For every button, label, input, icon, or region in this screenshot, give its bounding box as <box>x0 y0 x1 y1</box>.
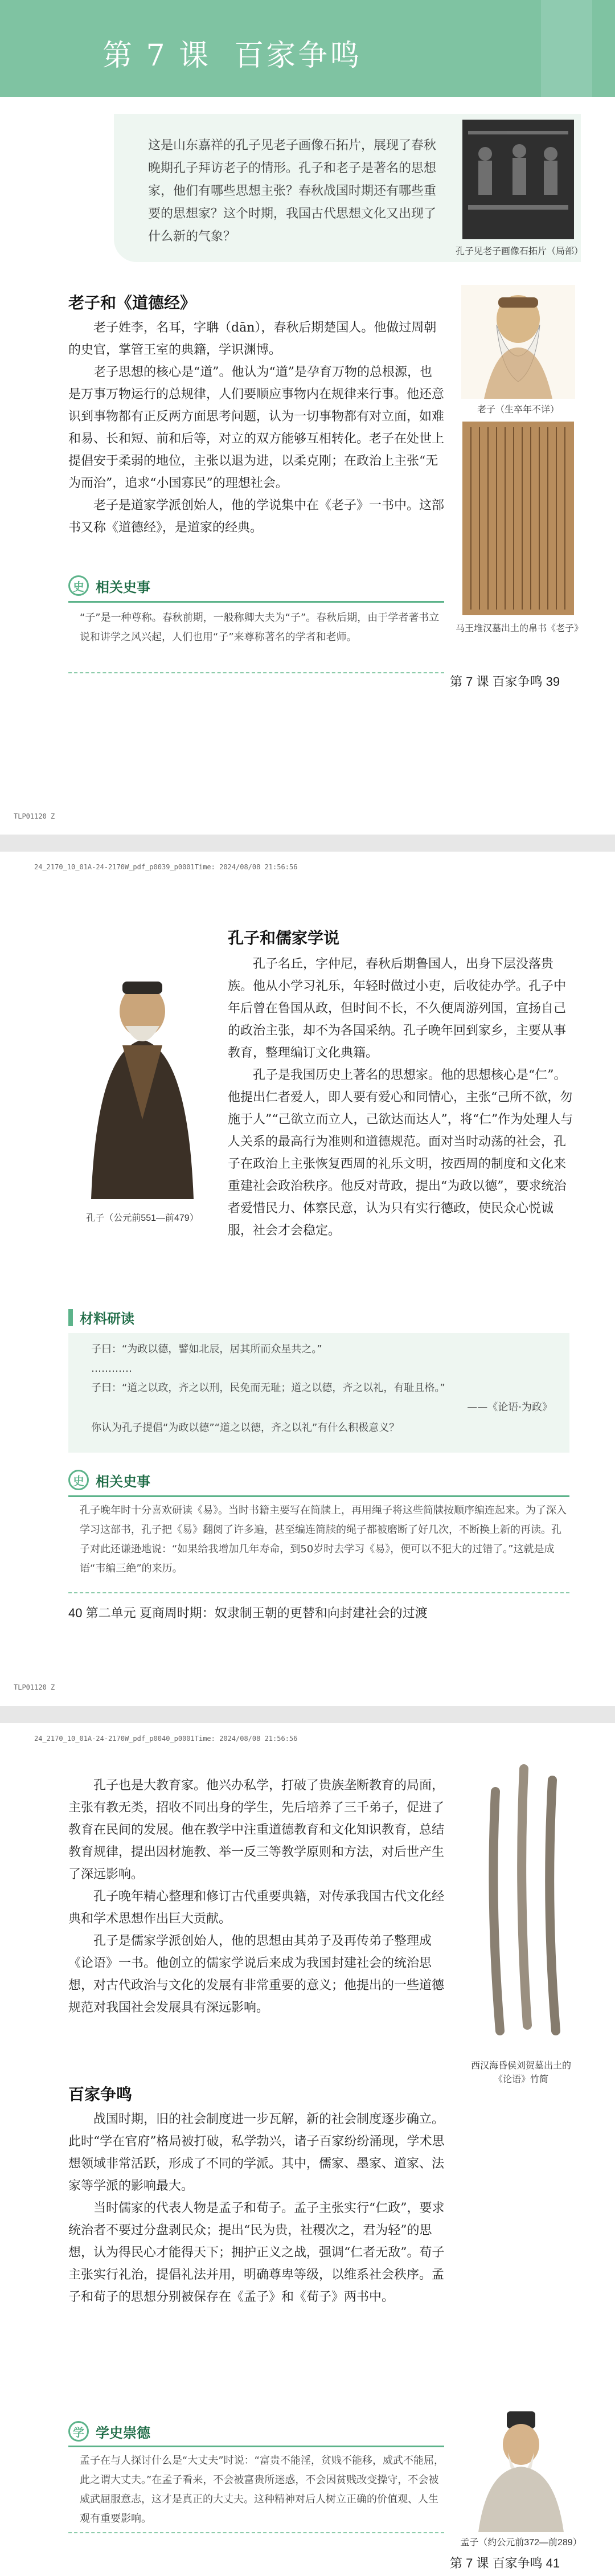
divider <box>68 601 444 603</box>
material-box <box>68 1333 569 1453</box>
section-title-laozi: 老子和《道德经》 <box>68 294 196 312</box>
bamboo-caption: 西汉海昏侯刘贺墓出土的《论语》竹简 <box>470 2061 571 2084</box>
intro-text: 这是山东嘉祥的孔子见老子画像石拓片，展现了春秋晚期孔子拜访老子的情形。孔子和老子是著名的思想家，他们有哪些思想主张？春秋战国时期还有哪些重要的思想家？这个时期，我国古代思想文化又出现了什么新的气象？ <box>148 138 437 244</box>
related-history-header <box>68 1470 150 1490</box>
hundred-schools-text <box>68 2108 456 2308</box>
section-title-confucius: 孔子和儒家学说 <box>228 929 340 947</box>
related-history-text: 孔子晚年时十分喜欢研读《易》。当时书籍主要写在简牍上，再用绳子将这些简牍按顺序编连起来。为了深入学习这部书，孔子把《易》翻阅了许多遍，甚至编连简牍的绳子都被磨断了好几次，不断换上新的再读。孔子对此还谦逊地说：“如果给我增加几年寿命，到50岁时去学习《易》，便可以不犯大的过错了。”这就是成语“韦编三绝”的来历。 <box>80 1504 567 1575</box>
confucius-figure-icon <box>68 971 216 1205</box>
silk-text-icon <box>462 422 574 615</box>
confucius-text <box>228 953 575 1242</box>
bamboo-slips-icon <box>473 1757 569 2042</box>
mencius-portrait <box>467 2407 575 2532</box>
laozi-text <box>68 317 444 539</box>
print-header-code: 24_2170_10_01A-24-2170W_pdf_p0039_p0001Time: 2024/08/08 21:56:56 <box>34 863 298 871</box>
confucius-portrait <box>68 971 216 1205</box>
confucius-caption: 孔子（公元前551—前479） <box>86 1213 199 1223</box>
lesson-title <box>102 31 362 74</box>
related-history-icon: 史 <box>68 575 89 596</box>
material-study-title: 材料研读 <box>80 1311 134 1327</box>
laozi-caption: 老子（生卒年不详） <box>477 405 559 415</box>
education-text <box>68 1774 456 2019</box>
divider <box>68 1592 569 1593</box>
paragraph: 老子思想的核心是“道”。他认为“道”是孕育万物的总根源，也是万事万物运行的总规律，人们要顺应事物内在规律来行事。他还意识到事物都有正反两方面思考问题，认为一切事物都有对立面，如难和易、长和短、前和后等，对立的双方能够互相转化。老子在处世上提倡安于柔弱的地位，主张以退为进，以柔克刚；在政治上主张“无为而治”，追求“小国寡民”的理想社会。 <box>68 365 445 490</box>
scholar-virtue-header <box>68 2421 150 2442</box>
scholar-virtue-title: 学史崇德 <box>96 2425 150 2441</box>
divider <box>68 672 444 673</box>
related-history-text: “子”是一种尊称。春秋前期，一般称卿大夫为“子”。春秋后期，由于学者著书立说和讲学之风兴起，人们也用“子”来尊称著名的学者和老师。 <box>80 612 440 643</box>
related-history-title: 相关史事 <box>96 579 150 595</box>
paragraph: 孔子名丘，字仲尼，春秋后期鲁国人，出身下层没落贵族。他从小学习礼乐，年轻时做过小吏，后收徒办学。孔子中年后曾在鲁国从政，但时间不长，不久便周游列国，宣扬自己的政治主张，却不为各国采纳。孔子晚年回到家乡，主要从事教育，整理编订文化典籍。 <box>228 957 567 1060</box>
quote-source: ——《论语·为政》 <box>467 1401 552 1413</box>
study-question: 你认为孔子提倡“为政以德”“道之以德，齐之以礼”有什么积极意义？ <box>91 1422 400 1434</box>
related-history-title: 相关史事 <box>96 1474 150 1490</box>
laozi-portrait <box>461 285 575 399</box>
print-code: TLP01120 Z <box>14 812 55 820</box>
section-title-hundred-schools: 百家争鸣 <box>68 2086 133 2103</box>
rubbing-figures-icon <box>462 120 574 239</box>
intro-caption: 孔子见老子画像石拓片（局部） <box>456 247 584 256</box>
material-study-header <box>68 1307 134 1327</box>
paragraph: 战国时期，旧的社会制度进一步瓦解，新的社会制度逐步确立。此时“学在官府”格局被打破，私学勃兴，诸子百家纷纷涌现，学术思想领域非常活跃，形成了不同的学派。其中，儒家、墨家、道家、法家等学派的影响最大。 <box>68 2112 445 2193</box>
material-study-icon <box>68 1309 73 1326</box>
paragraph: 老子姓李，名耳，字聃（dān），春秋后期楚国人。他做过周朝的史官，掌管王室的典籍，学识渊博。 <box>68 321 437 357</box>
page-footer: 40 第二单元 夏商周时期：奴隶制王朝的更替和向封建社会的过渡 <box>68 1606 428 1620</box>
page-fold-decoration <box>541 0 592 97</box>
silk-manuscript-image <box>462 422 574 615</box>
rubbing-image <box>462 120 574 239</box>
laozi-figure-icon <box>461 285 575 399</box>
paragraph: 孔子晚年精心整理和修订古代重要典籍，对传承我国古代文化经典和学术思想作出巨大贡献。 <box>68 1890 445 1926</box>
paragraph: 当时儒家的代表人物是孟子和荀子。孟子主张实行“仁政”，要求统治者不要过分盘剥民众；提出“民为贵，社稷次之，君为轻”的思想，认为得民心才能得天下；拥护正义之战，强调“仁者无敌”。荀子主张实行礼治，提倡礼法并用，明确尊卑等级，以维系社会秩序。孟子和荀子的思想分别被保存在《孟子》和《荀子》两书中。 <box>68 2201 445 2304</box>
divider <box>68 2532 444 2533</box>
page-40 <box>0 852 615 1706</box>
scholar-virtue-text: 孟子在与人探讨什么是“大丈夫”时说：“富贵不能淫，贫贱不能移，威武不能屈，此之谓大丈夫。”在孟子看来，不会被富贵所迷惑，不会因贫贱改变操守，不会被威武屈服意志，这才是真正的大丈夫。这种精神对后人树立正确的价值观、人生观有重要影响。 <box>80 2455 444 2525</box>
page-39 <box>0 0 615 835</box>
lesson-number: 第 7 课 <box>102 39 211 73</box>
lesson-header-band <box>0 0 615 97</box>
related-history-header <box>68 575 150 596</box>
paragraph: 孔子是我国历史上著名的思想家。他的思想核心是“仁”。他提出仁者爱人，即人要有爱心和同情心，主张“己所不欲，勿施于人”“己欲立而立人，己欲达而达人”，将“仁”作为处理人与人关系的最高行为准则和道德规范。面对当时动荡的社会，孔子在政治上主张恢复西周的礼乐文明，按西周的制度和文化来重建社会政治秩序。他反对苛政，提出“为政以德”，要求统治者爱惜民力、体察民意，认为只有实行德政，使民众心悦诚服，社会才会稳定。 <box>228 1068 573 1238</box>
mencius-caption: 孟子（约公元前372—前289） <box>460 2538 582 2548</box>
paragraph: 孔子也是大教育家。他兴办私学，打破了贵族垄断教育的局面，主张有教无类，招收不同出身的学生，先后培养了三千弟子，促进了教育在民间的发展。他在教学中注重道德教育和文化知识教育，总结教育规律，提出因材施教、举一反三等教学原则和方法，对后世产生了深远影响。 <box>68 1778 445 1882</box>
paragraph: 孔子是儒家学派创始人，他的思想由其弟子及再传弟子整理成《论语》一书。他创立的儒家学说后来成为我国封建社会的统治思想，对古代政治与文化的发展有非常重要的意义；他提出的一些道德规范对我国社会发展具有深远影响。 <box>68 1934 445 2015</box>
paragraph: 老子是道家学派创始人，他的学说集中在《老子》一书中。这部书又称《道德经》，是道家的经典。 <box>68 498 445 535</box>
silk-caption: 马王堆汉墓出土的帛书《老子》 <box>456 624 584 633</box>
divider <box>68 1495 569 1497</box>
related-history-icon: 史 <box>68 1470 89 1490</box>
page-footer: 第 7 课 百家争鸣 41 <box>450 2556 560 2570</box>
print-code: TLP01120 Z <box>14 1683 55 1691</box>
quote-line: 子曰：“为政以德，譬如北辰，居其所而众星共之。” <box>91 1343 322 1355</box>
print-header-code: 24_2170_10_01A-24-2170W_pdf_p0040_p0001Time: 2024/08/08 21:56:56 <box>34 1735 298 1743</box>
ellipsis: ………… <box>91 1363 132 1375</box>
mencius-figure-icon <box>467 2407 575 2532</box>
lesson-name: 百家争鸣 <box>234 39 362 73</box>
quote-line: 子曰：“道之以政，齐之以刑，民免而无耻；道之以德，齐之以礼，有耻且格。” <box>91 1382 445 1394</box>
page-footer: 第 7 课 百家争鸣 39 <box>450 674 560 689</box>
page-41 <box>0 1723 615 2576</box>
divider <box>68 2446 444 2447</box>
book-icon: 学 <box>68 2421 89 2442</box>
intro-box <box>114 114 584 262</box>
bamboo-slips-image <box>473 1757 569 2042</box>
